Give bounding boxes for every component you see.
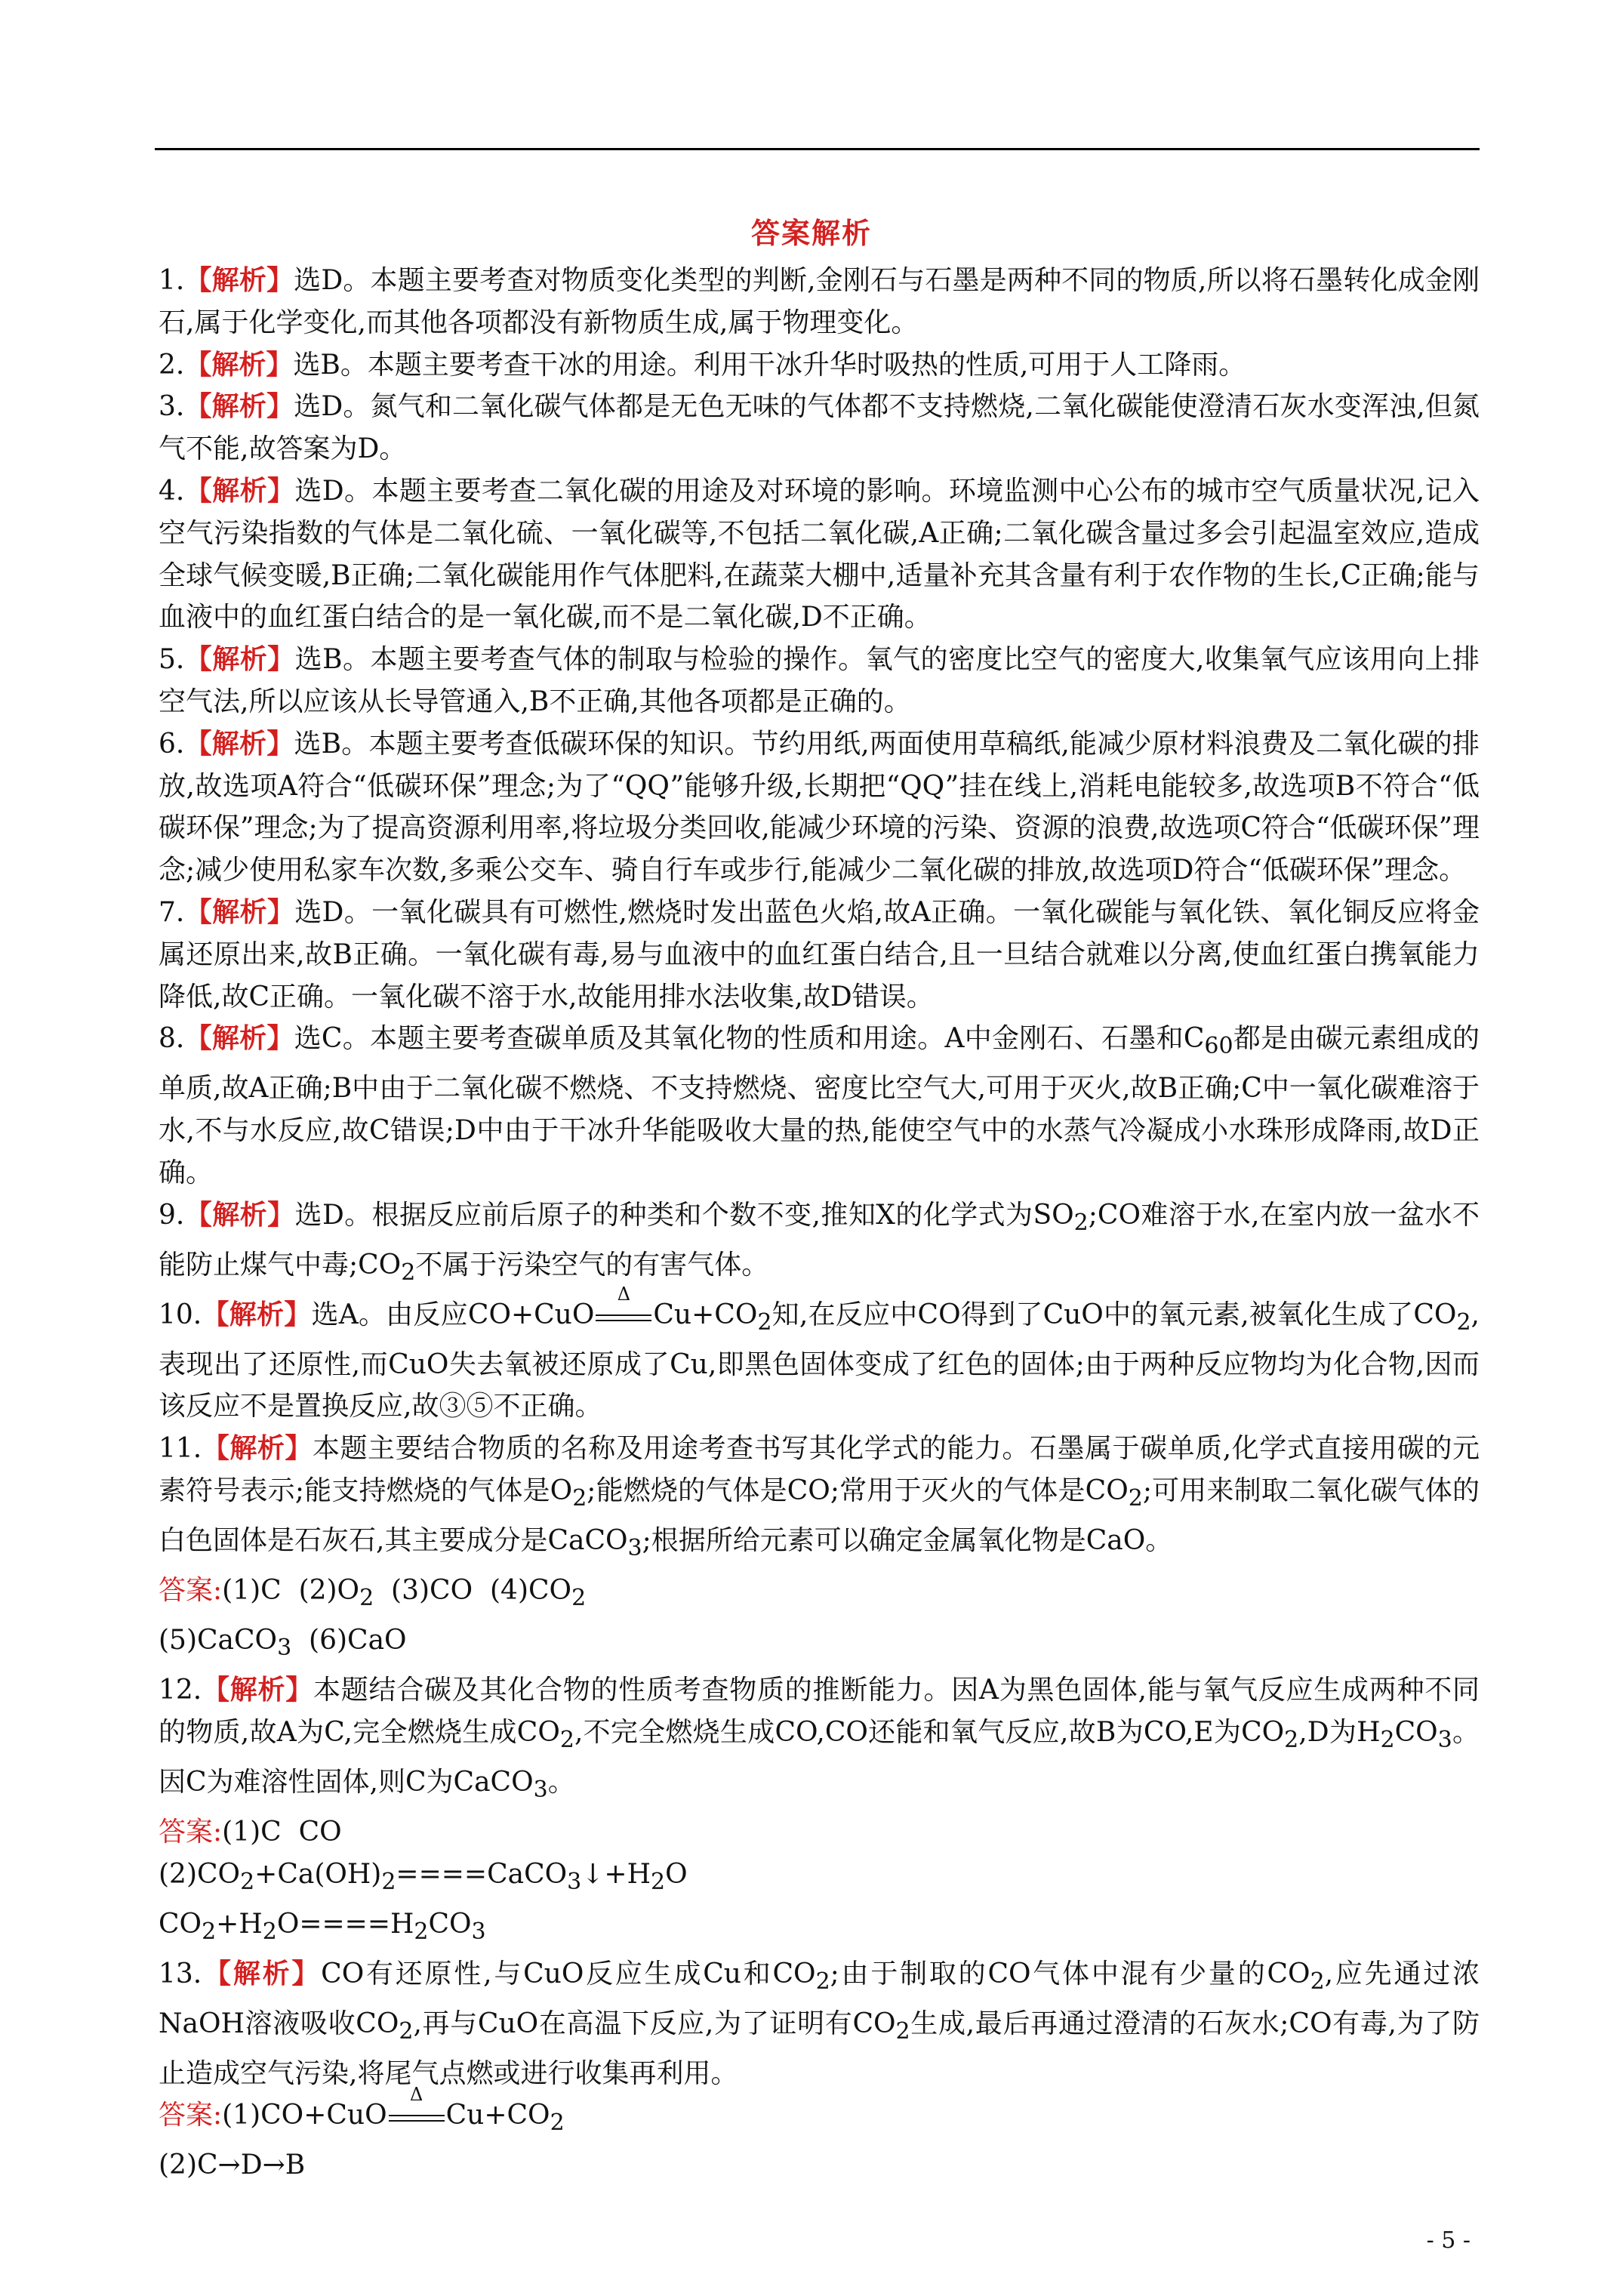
answer-label: 答案: [159,2100,223,2131]
analysis-tag: 【解析】 [202,1957,322,1989]
answer-item-4: 4.【解析】选D。本题主要考查二氧化碳的用途及对环境的影响。环境监测中心公布的城市空气质量状况,记入空气污染指数的气体是二氧化硫、一氧化碳等,不包括二氧化碳,A正确;二氧化碳含量过多会引起温室效应,造成全球气候变暖,B正确;二氧化碳能用作气体肥料,在蔬菜大棚中,适量补充其含量有利于农作物的生长,C正确;能与血液中的血红蛋白结合的是一氧化碳,而不是二氧化碳,D不正确。 [159,474,1480,633]
answer-item-7: 7.【解析】选D。一氧化碳具有可燃性,燃烧时发出蓝色火焰,故A正确。一氧化碳能与氧化铁、氧化铜反应将金属还原出来,故B正确。一氧化碳有毒,易与血液中的血红蛋白结合,且一旦结合就难以分离,使血红蛋白携氧能力降低,故C正确。一氧化碳不溶于水,故能用排水法收集,故D错误。 [159,895,1480,1012]
heating-equals-sign: Δ [389,2106,445,2125]
answer-line-11a: 答案:(1)C $(2)O_2$ (3)CO $(4)CO_2$ [159,1575,587,1612]
answer-label: 答案: [159,1575,223,1607]
answer-item-3: 3.【解析】选D。氮气和二氧化碳气体都是无色无味的气体都不支持燃烧,二氧化碳能使澄清石灰水变浑浊,但氮气不能,故答案为D。 [159,390,1480,465]
analysis-tag: 【解析】 [184,643,295,676]
analysis-tag: 【解析】 [202,1298,312,1330]
analysis-tag: 【解析】 [184,264,294,296]
answer-item-2: 2.【解析】选B。本题主要考查干冰的用途。利用干冰升华时吸热的性质,可用于人工降雨。 [159,348,1246,381]
heating-equals-sign: Δ [596,1305,651,1325]
answer-item-1: 1.【解析】选D。本题主要考查对物质变化类型的判断,金刚石与石墨是两种不同的物质,所以将石墨转化成金刚石,属于化学变化,而其他各项都没有新物质生成,属于物理变化。 [159,264,1480,338]
answer-line-12a: 答案:(1)C CO [159,1816,342,1848]
analysis-tag: 【解析】 [184,895,295,928]
analysis-tag: 【解析】 [184,1198,295,1231]
analysis-tag: 【解析】 [184,390,294,423]
analysis-tag: 【解析】 [202,1674,314,1706]
answer-item-6: 6.【解析】选B。本题主要考查低碳环保的知识。节约用纸,两面使用草稿纸,能减少原材料浪费及二氧化碳的排放,故选项A符合“低碳环保”理念;为了“QQ”能够升级,长期把“QQ”挂在线上,消耗电能较多,故选项B不符合“低碳环保”理念;为了提高资源利用率,将垃圾分类回收,能减少环境的污染、资源的浪费,故选项C符合“低碳环保”理念;减少使用私家车次数,多乘公交车、骑自行车或步行,能减少二氧化碳的排放,故选项D符合“低碳环保”理念。 [159,727,1480,886]
answer-item-12: 12.【解析】本题结合碳及其化合物的性质考查物质的推断能力。因A为黑色固体,能与氧气反应生成两种不同的物质,故A为C,完全燃烧生成$CO_2$,不完全燃烧生成CO,CO还能和氧气反应,故B为CO,E为$CO_2,D$为$H_2CO_3$。因C为难溶性固体,则C为CaCO$_3$。 [159,1674,1480,1803]
analysis-tag: 【解析】 [184,727,294,760]
analysis-tag: 【解析】 [184,474,295,507]
page-number: - 5 - [1426,2227,1471,2254]
answer-item-5: 5.【解析】选B。本题主要考查气体的制取与检验的操作。氧气的密度比空气的密度大,收集氧气应该用向上排空气法,所以应该从长导管通入,B不正确,其他各项都是正确的。 [159,643,1480,717]
answer-line-13b: (2)C→D→B [159,2150,306,2181]
analysis-tag: 【解析】 [184,1022,294,1055]
page-title: 答案解析 [750,216,872,250]
answer-label: 答案: [159,1816,223,1848]
arrow-icon: → [262,2150,285,2181]
answer-content [159,260,1480,2187]
answer-item-13: 13.【解析】CO有还原性,与CuO反应生成Cu和$CO_2$;由于制取的CO气体中混有少量的$CO_2$,应先通过浓NaOH溶液吸收$CO_2$,再与CuO在高温下反应,为了证明有$CO_2$生成,最后再通过澄清的石灰水;CO有毒,为了防止造成空气污染,将尾气点燃或进行收集再利用。 [159,1957,1480,2089]
answer-item-9: 9.【解析】选D。根据反应前后原子的种类和个数不变,推知X的化学式为$SO_2;CO$难溶于水,在室内放一盆水不能防止煤气中毒$;CO_2$不属于污染空气的有害气体。 [159,1198,1480,1286]
answer-item-8: 8.【解析】选C。本题主要考查碳单质及其氧化物的性质和用途。A中金刚石、石墨和$C_{60}$都是由碳元素组成的单质,故A正确;B中由于二氧化碳不燃烧、不支持燃烧、密度比空气大,可用于灭火,故B正确;C中一氧化碳难溶于水,不与水反应,故C错误;D中由于干冰升华能吸收大量的热,能使空气中的水蒸气冷凝成小水珠形成降雨,故D正确。 [159,1022,1480,1188]
answer-item-11: 11.【解析】本题主要结合物质的名称及用途考查书写其化学式的能力。石墨属于碳单质,化学式直接用碳的元素符号表示;能支持燃烧的气体是$O_2$;能燃烧的气体是CO;常用于灭火的气体是$CO_2$;可用来制取二氧化碳气体的白色固体是石灰石,其主要成分是CaCO$_3$;根据所给元素可以确定金属氧化物是CaO。 [159,1432,1480,1562]
answer-line-11b: (5)CaCO$_3$ (6)CaO [159,1625,407,1662]
equation-line-12b: $(2)CO_2+Ca(OH)_2====CaCO_3↓+H_2O$ [159,1858,688,1895]
analysis-tag: 【解析】 [202,1432,313,1465]
equation-line-12c: $CO_2+H_2O====H_2CO_3$ [159,1908,486,1945]
analysis-tag: 【解析】 [184,348,294,381]
answer-line-13a: 答案:(1)CO+CuO Δ $Cu+CO_2$ [159,2084,565,2137]
header-rule [155,148,1480,150]
answer-item-10: 10.【解析】选A。由反应CO+CuO Δ $Cu+CO_2$知,在反应中CO得到了CuO中的氧元素,被氧化生成了$CO_2$,表现出了还原性,而CuO失去氧被还原成了Cu,即黑色固体变成了红色的固体;由于两种反应物均为化合物,因而该反应不是置换反应,故③⑤不正确。 [159,1283,1480,1422]
arrow-icon: → [217,2150,241,2181]
